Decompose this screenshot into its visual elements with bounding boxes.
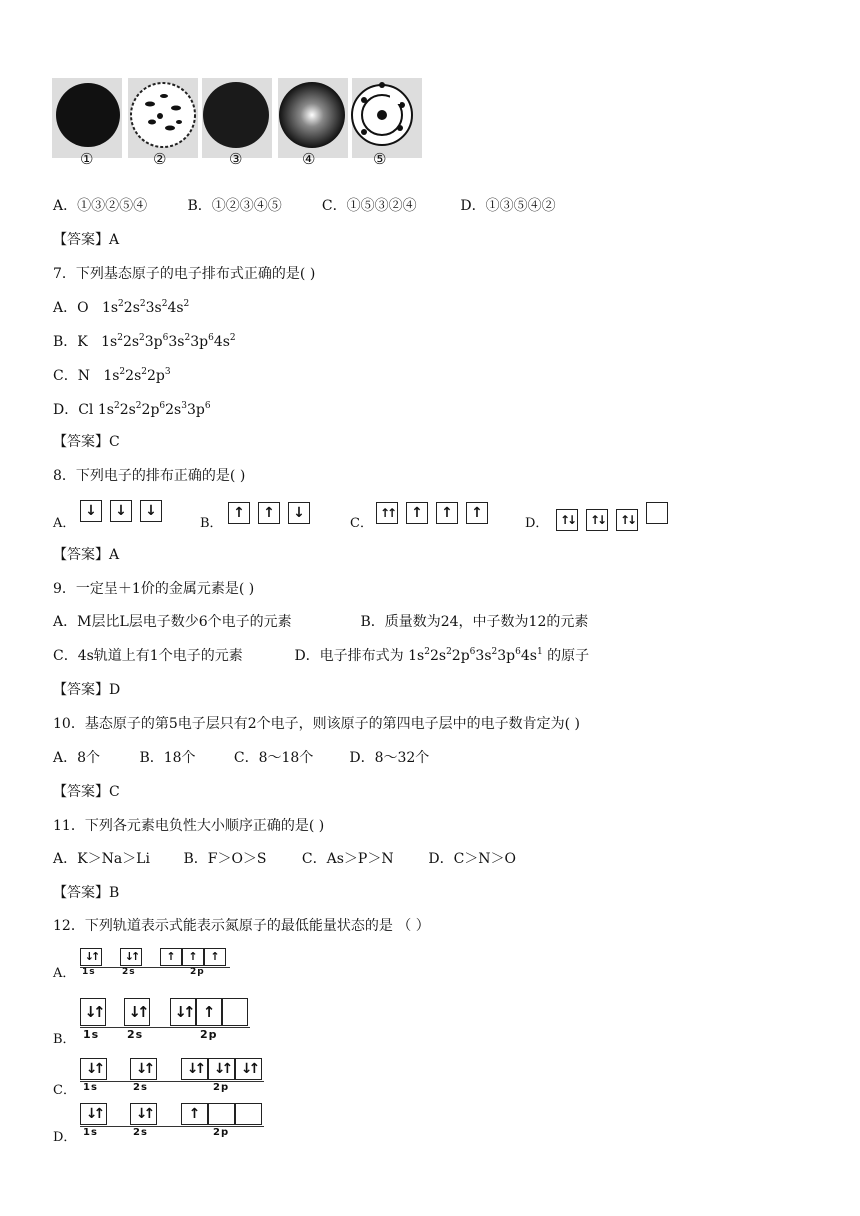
orbital-box-2s: ↓↑ (130, 1103, 157, 1125)
orbital-box-2p (222, 998, 248, 1026)
orbital-box-2p: ↑ (181, 1103, 208, 1125)
q10-option-d: D．8～32个 (349, 750, 430, 766)
orbital-box: ↑↑ (376, 502, 398, 524)
orbital-box-1s: ↓↑ (80, 1103, 107, 1125)
q8-label-d: D． (525, 516, 549, 531)
q6-options (53, 196, 556, 216)
subshell-label-2p: 2p (200, 1028, 218, 1041)
q12-option-c-diagram (80, 1058, 270, 1094)
q6-option-b: B．①②③④⑤ (187, 198, 282, 214)
orbital-box-2p (235, 1103, 262, 1125)
subshell-label-2s: 2s (127, 1028, 144, 1041)
orbital-box: ↓ (140, 500, 162, 522)
orbital-box: ↑ (466, 502, 488, 524)
orbital-box-2p: ↑ (182, 948, 204, 966)
q7-option-c: C．N $1s^22s^22p^3$ (53, 367, 171, 384)
q10-option-c: C．8～18个 (233, 750, 314, 766)
subshell-baseline (80, 1126, 264, 1127)
orbital-box-2p: ↑ (160, 948, 182, 966)
subshell-label-1s: 1s (82, 967, 96, 977)
q12-label-b: B． (53, 1032, 76, 1047)
q12-stem: 12．下列轨道表示式能表示氮原子的最低能量状态的是 （ ） (53, 918, 430, 934)
q12-label-c: C． (53, 1083, 76, 1098)
subshell-label-2s: 2s (133, 1082, 148, 1093)
q11-option-a: A．K＞Na＞Li (53, 851, 150, 867)
figure-label-3: ③ (229, 150, 243, 168)
q10-option-a: A．8个 (53, 750, 101, 766)
q10-answer: 【答案】C (53, 784, 120, 800)
orbital-box-2p: ↓↑ (235, 1058, 262, 1080)
subshell-label-1s: 1s (83, 1127, 98, 1138)
q8-option-d-diagram (556, 502, 668, 531)
orbital-box: ↓ (80, 500, 102, 522)
q12-label-a: A． (53, 966, 76, 981)
orbital-box: ↓ (110, 500, 132, 522)
orbital-box-2p: ↓↑ (181, 1058, 208, 1080)
orbital-box-2s: ↓↑ (120, 948, 142, 966)
figure-label-4: ④ (302, 150, 316, 168)
orbital-box: ↑ (406, 502, 428, 524)
q8-label-a: A． (53, 516, 76, 531)
q11-option-b: B．F＞O＞S (183, 851, 267, 867)
figure-label-2: ② (153, 150, 167, 168)
orbital-box-1s: ↓↑ (80, 998, 106, 1026)
q7-option-b: B．K $1s^22s^23p^63s^23p^64s^2$ (53, 333, 236, 350)
q9-stem: 9．一定呈＋1价的金属元素是( ) (53, 581, 255, 597)
q9-option-b: B．质量数为24，中子数为12的元素 (360, 614, 589, 630)
orbital-box-1s: ↓↑ (80, 1058, 107, 1080)
subshell-label-2p: 2p (190, 967, 205, 977)
q9-option-d: D．电子排布式为 $1s^22s^22p^63s^23p^64s^1$ 的原子 (294, 647, 590, 664)
orbital-box: ↑ (228, 502, 250, 524)
q8-option-b-diagram (228, 502, 310, 524)
q12-option-d-diagram (80, 1103, 270, 1139)
q7-answer: 【答案】C (53, 434, 120, 450)
q9-answer: 【答案】D (53, 682, 121, 698)
orbital-box: ↑↓ (586, 509, 608, 531)
subshell-baseline (80, 1081, 264, 1082)
q7-option-d: D．Cl $1s^22s^22p^62s^33p^6$ (53, 401, 211, 418)
q9-option-a: A．M层比L层电子数少6个电子的元素 (53, 614, 292, 630)
q8-answer: 【答案】A (53, 547, 120, 563)
q8-option-a-diagram (80, 500, 162, 522)
subshell-label-2p: 2p (213, 1127, 230, 1138)
q12-option-b-diagram (80, 998, 250, 1042)
orbital-box-2p: ↓↑ (170, 998, 196, 1026)
subshell-baseline (80, 1027, 250, 1028)
q9-option-c: C．4s轨道上有1个电子的元素 (53, 648, 243, 664)
subshell-label-1s: 1s (83, 1082, 98, 1093)
orbital-box-1s: ↓↑ (80, 948, 102, 966)
q6-option-a: A．①③②⑤④ (53, 198, 148, 214)
q11-answer: 【答案】B (53, 885, 120, 901)
q7-option-a: A．O $1s^22s^23s^24s^2$ (53, 299, 190, 316)
subshell-label-2s: 2s (122, 967, 136, 977)
orbital-box: ↓ (288, 502, 310, 524)
q12-option-a-diagram (80, 948, 230, 978)
orbital-box: ↑ (258, 502, 280, 524)
q10-options (53, 748, 429, 768)
q8-label-c: C． (350, 516, 373, 531)
q11-option-d: D．C＞N＞O (428, 851, 517, 867)
q11-stem: 11．下列各元素电负性大小顺序正确的是( ) (53, 818, 325, 834)
q6-option-c: C．①⑤③②④ (321, 198, 417, 214)
orbital-box-2p (208, 1103, 235, 1125)
q6-option-d: D．①③⑤④② (460, 198, 556, 214)
orbital-box-2s: ↓↑ (130, 1058, 157, 1080)
q11-options (53, 849, 516, 869)
q8-stem: 8．下列电子的排布正确的是( ) (53, 468, 246, 484)
orbital-box: ↑↓ (616, 509, 638, 531)
orbital-box (646, 502, 668, 524)
q9-options-ab (53, 612, 588, 632)
q8-label-b: B． (200, 516, 223, 531)
q9-options-cd (53, 646, 589, 666)
q11-option-c: C．As＞P＞N (301, 851, 394, 867)
q8-option-c-diagram (376, 502, 488, 524)
q12-label-d: D． (53, 1130, 77, 1145)
figure-label-5: ⑤ (373, 150, 387, 168)
subshell-label-2s: 2s (133, 1127, 148, 1138)
orbital-box-2p: ↑ (204, 948, 226, 966)
subshell-label-2p: 2p (213, 1082, 230, 1093)
orbital-box: ↑ (436, 502, 458, 524)
subshell-label-1s: 1s (83, 1028, 100, 1041)
q10-option-b: B．18个 (139, 750, 196, 766)
q6-answer: 【答案】A (53, 232, 120, 248)
orbital-box-2s: ↓↑ (124, 998, 150, 1026)
orbital-box-2p: ↓↑ (208, 1058, 235, 1080)
orbital-box: ↑↓ (556, 509, 578, 531)
subshell-baseline (80, 967, 230, 968)
figure-label-1: ① (80, 150, 94, 168)
q7-stem: 7．下列基态原子的电子排布式正确的是( ) (53, 266, 316, 282)
q10-stem: 10．基态原子的第5电子层只有2个电子，则该原子的第四电子层中的电子数肯定为( ) (53, 716, 581, 732)
orbital-box-2p: ↑ (196, 998, 222, 1026)
